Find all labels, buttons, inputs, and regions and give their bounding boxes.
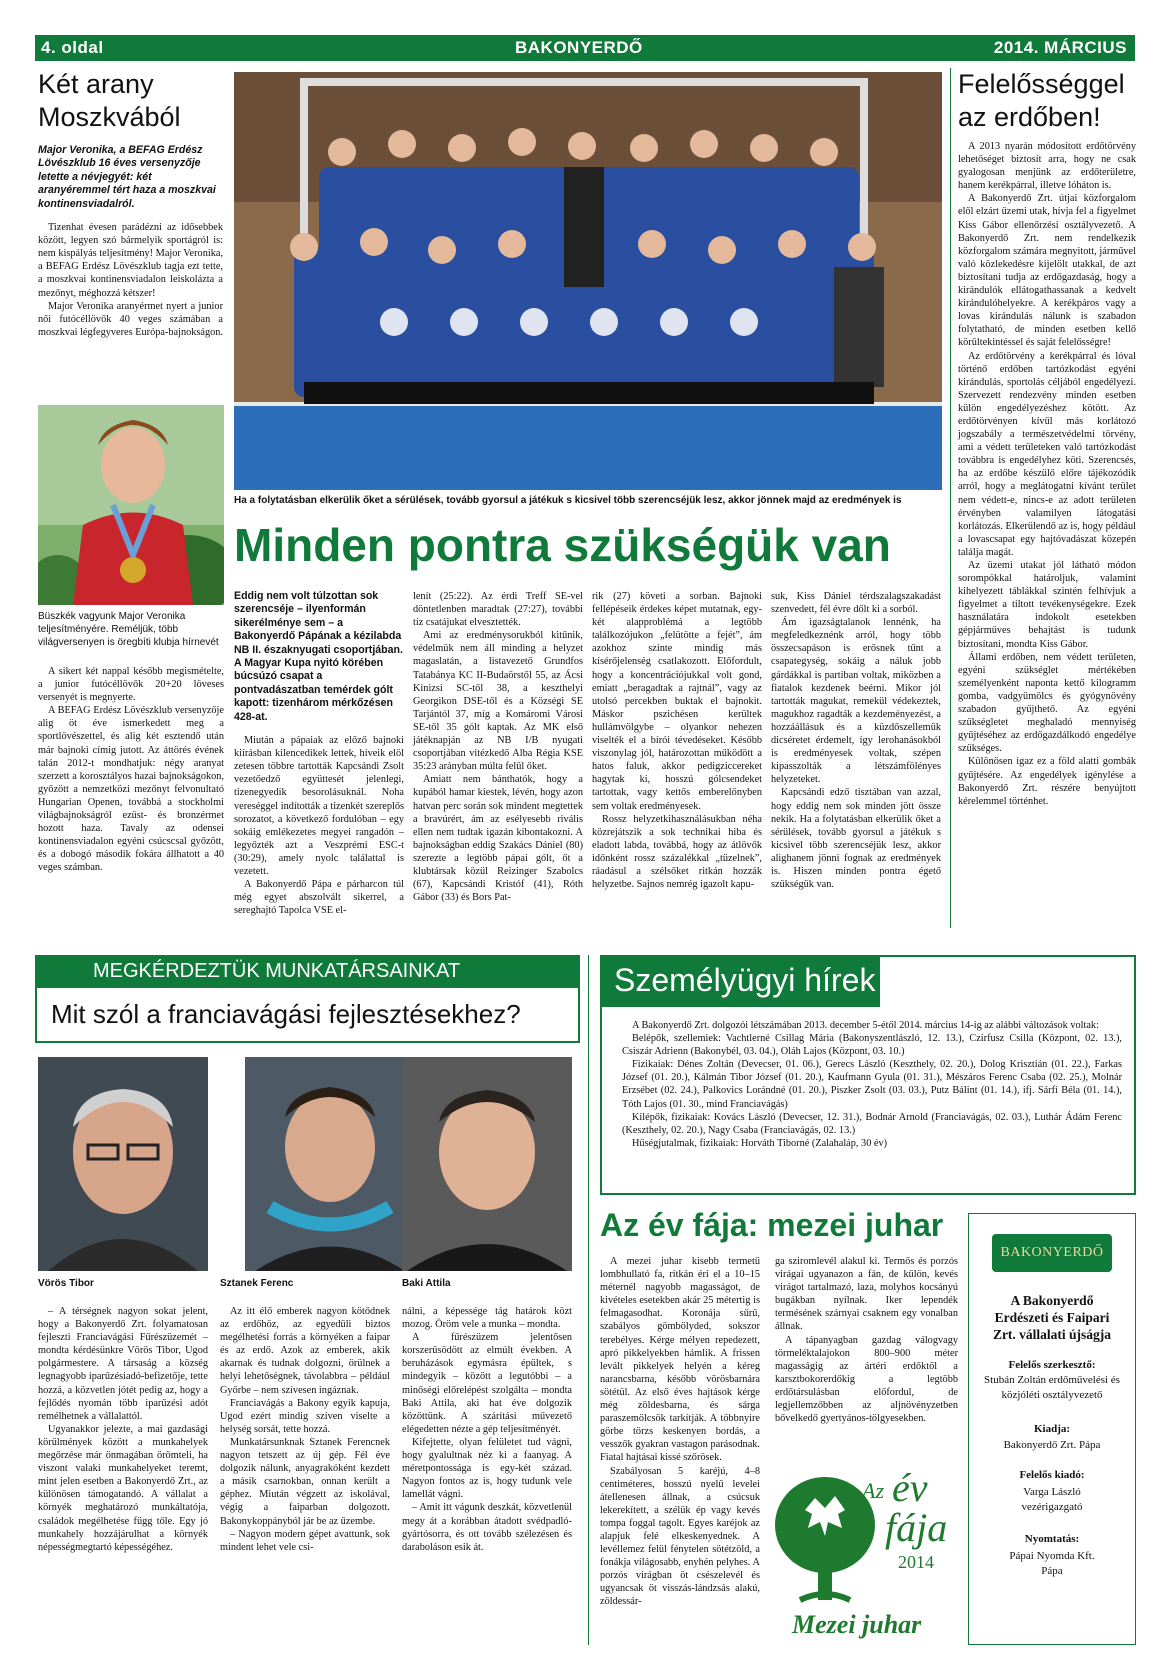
paragraph: A BEFAG Erdész Lövészklub versenyzője alig öt éve ismerkedett meg a sportlövészettel, és alig két esztendő után már bajnoki címig jutott. Az áttörés évének talán 2012-t mondhatjuk: négy aranyat szerzett a korosztályos hazai bajnokságokon, győzött a nemzetközi mezőnyt felvonultató Hungarian Openen, továbbá a stockholmi világbajnokságról ezüst- és bronzérmet hozott haza. Tavaly az odensei kontinensviadalon egyéni csúcscsal győzött, és a dobogó második fokára állhatott a 40 veges számban. [38,705,224,874]
imprint-title: A Bakonyerdő Erdészeti és Faipari Zrt. vállalati újságja [992,1293,1112,1342]
paragraph: Szabályosan 5 karéjú, 4–8 centiméteres, hosszú nyelű levelei átellenesen állnak, a csúcsuk lekerekített, a szélük ép vagy kevés tompa foggal tagolt. Egyes karéjok az alapjuk felé elkeskenyednek. A levéllemez felül fénytelen sötétzöld, a fonákja világosabb, enyhén pelyhes. A porzós virágban öt csészelevél és ugyancsak öt visszás-lándzsás alakú, zöldessár- [600,1465,760,1608]
print-label: Nyomtatás: [1024,1533,1080,1545]
team-photo-art [234,72,942,490]
interview-col3 [402,1305,572,1554]
main-headline: Minden pontra szükségük van [234,519,891,571]
staff-item: Hűségjutalmak, fizikaiak: Horváth Tiborné (Zalahaláp, 30 év) [632,1137,888,1149]
paragraph: A mezei juhar kisebb termetű lombhullató fa, ritkán éri el a 10–15 méternél nagyobb magasságot, de kivételes esetekben akár 25 métertig is felmagasodhat. Koronája sűrű, szabályos gömbölyded, sokszor terebélyes. Kérge mélyen repedezett, apró pikkelyekben hámlik. A frissen levált pikkelyek helyén a kéreg narancsbarna, később vörösbarnára sötétül. Az első éves hajtások kérge még zöldesbarna, és sárga paraszemölcsök tarkítják. A többnyire görbe törzs keskenyen bordás, a vesszők gyakran vastagon parásodnak. Fiatal hajtásai kissé szőrösek. [600,1256,760,1464]
imprint-box [968,1213,1136,1645]
paragraph: Az erdőtörvény a kerékpárral és lóval történő erdőben tartózkodást egyéni kirándulás, sportolás céljából engedélyezi. Szervezett rendezvény minden esetben külön engedélyezéshez kötött. Az erdőtörvényen kívül más korlátozó jogszabály a természetvédelmi törvény, ami a védett területeken való tartózkodást továbbra is engedélyhez köti. Szerencsés, ha az erdőbe készülő előre tájékozódik arról, hogy a meglátogatni kívánt terület nem védett-e, nincs-e az adott területen érvényben valamilyen látogatási korlátozás. Elkerülendő az is, hogy például a lovascsapat egy hajtóvadászat közepén találja magát. [958,350,1136,558]
interview-question: Mit szól a franciavágási fejlesztésekhez? [35,988,580,1043]
portrait-voros [38,1057,208,1271]
paragraph: suk, Kiss Dániel térdszalagszakadást szenvedett, fél évre dőlt ki a sorból. [771,591,941,616]
paragraph: Különösen igaz ez a föld alatti gombák gyűjtésére. Az engedélyek igénylése a Bakonyerdő Zrt. részére benyújtott kérelemmel történhet. [958,756,1136,807]
page-header-bar [35,35,1135,61]
paragraph: Amiatt nem bánthatók, hogy a kupából hamar kiestek, lévén, hogy azon hatvan perc során sok mindent megtettek a bravúrért, ám az esélyesebb rivális ellen nem tudtak igazán kibontakozni. A bajnokságban eddig Szakács Dániel (80) szerezte a legtöbb pápai gólt, őt a klubtársak közül Reizinger Szabolcs (67), Kapcsándi Kristóf (41), Róth Gábor (33) és Bors Pat- [413,774,583,904]
paragraph: Állami erdőben, nem védett területen, egyéni szükséglet mértékében személyenként naponta kettő kilogramm gomba, vadgyümölcs és gyógynövény szabadon gyűjthető. Az egyéni szükségletet meghaladó mennyiség gyűjtéséhez az erdőgazdálkodó engedélye szükséges. [958,651,1136,755]
right-article [958,68,1136,808]
logo-species-label: Mezei juhar [792,1610,922,1639]
portrait-name-3: Baki Attila [402,1278,451,1289]
portrait-sztanek [245,1057,415,1271]
paragraph: Ám igazságtalanok lennénk, ha megfeledkeznénk arról, hogy több összecsapáson is erősnek tűnt a csapategység, sokáig a náluk jobb gárdákkal is partiban voltak, miközben a fiatalok kezdenek beérni. Mikor jól tartották magukat, remekül védekeztek, magukhoz ragadták a kezdeményezést, a hozzáállásuk és a küzdőszellemük dicséretet érdemelt, így lerohanásokból is eredményesek voltak, szépen kipasszolták a létszámfölényes helyzeteket. [771,617,941,786]
column-rule [950,68,951,928]
paragraph: A fűrészüzem jelentősen korszerűsödött az elmúlt években. A beruházások egymásra épültek, s mindegyik – között a legutóbbi – a minőségi előrelépést szolgálta – mondta Baki Attila, aki hat éve dolgozik közöttünk. A szárítási művezető elégedetten nézte a gép teljesítményét. [402,1332,572,1435]
tree-headline: Az év fája: mezei juhar [600,1207,944,1243]
left-article-body1 [38,221,223,339]
staff-intro: A Bakonyerdő Zrt. dolgozói létszámában 2013. december 5-étől 2014. március 14-ig az alábbi változások voltak: [632,1020,1099,1031]
main-col3 [592,590,762,891]
paragraph: ga sziromlevél alakul ki. Termős és porzós virágai ugyanazon a fán, de külön, kevés virágot tartalmazó, laza, molyhos kocsányú bugákban nyílnak. Iker lependék termésének szárnyai csaknem egy vonalban állnak. [775,1256,958,1333]
editor-name: Stubán Zoltán erdőművelési és közjóléti osztályvezető [984,1374,1120,1401]
logo-faja: fája [885,1505,948,1550]
right-title-line1: Felelősséggel [958,69,1125,99]
printer: Pápai Nyomda Kft. Pápa [1009,1550,1095,1577]
paragraph: rik (27) követi a sorban. Bajnoki fellépéseik érdekes képet mutatnak, egy-két alapproblémá a legtöbb találkozójukon „felütötte a fejét”, ám azokhoz szinte mindig más kísérőjelenség csatlakozott. Előfordult, hogy a koncentrációjukkal volt gond, emiatt „beragadtak a rajtnál”, vagy az utolsó percekben buktak el bajnokit. Máskor pszichésen kerültek hullámvölgybe – olyankor nehezen viselték el a bírói tévedéseket. Később viszonylag jól, határozottan működött a hatos faluk, akkor pedigziccereket hagytak ki, hosszú gólcsendeket tartottak, vagy kettős emberelőnyben sem voltak eredményesek. [592,591,762,812]
resp-publisher: Varga László vezérigazgató [1021,1486,1083,1513]
paragraph: Az üzemi utakat jól látható módon sorompókkal határoljuk, valamint kihelyezett táblákkal szintén felhívjuk a figyelmet a tiltott tevékenységekre. Ezek használatára indokolt esetekben gépjárműves behajtást is tudunk biztosítani, mondta Kiss Gábor. [958,560,1136,650]
logo-year: 2014 [898,1552,934,1572]
paragraph: – Amit itt vágunk deszkát, közvetlenül megy át a korábban átadott svédpadló-gyártósorra, és ott tovább szélezésen és daraboláson esik át. [402,1502,572,1553]
staff-news-box [600,955,1136,1195]
interview-col1 [38,1305,208,1554]
issue-date: 2014. MÁRCIUS [993,38,1127,57]
paragraph: Tizenhat évesen parádézni az idősebbek között, legyen szó bármelyik sportágról is: nem kispályás teljesítmény! Major Veronika, a BEFAG Erdész Lövészklub tagja ezt tette, a moszkvai kontinensviadalon leiskolázta a mezőnyt, méghozzá kétszer! [38,222,223,299]
right-article-title [958,68,1136,134]
publisher-label: Kiadja: [1033,1423,1071,1435]
main-col4 [771,590,941,891]
paragraph: nálni, a képessége tág határok közt mozog. Öröm vele a munka – mondta. [402,1306,572,1331]
portrait-baki [402,1057,572,1271]
publisher: Bakonyerdő Zrt. Pápa [1003,1439,1101,1451]
left-article [38,68,223,339]
paragraph: – Nagyon modern gépet avattunk, sok mindent lehet vele csi- [220,1528,390,1553]
paragraph: – A térségnek nagyon sokat jelent, hogy a Bakonyerdő Zrt. folyamatosan fejleszti Franciavágási Fűrészüzemét – mondta kérdésünkre Vörös Tibor, Ugod polgármestere. A társaság a község legnagyobb iparűzésiadó-befizetője, tette hozzá, a közvetlen jótét pedig az, hogy a fejlődés nyomán több iparűzési adót remélhetnek a vállalattól. [38,1306,208,1422]
paragraph: Miután a pápaiak az előző bajnoki kiírásban kilencedikek lettek, híveik elöl zetesen többre tartották Kapcsándi Zsolt vezetőedző együttesét jelenlegi, tizenegyedik besorolásuknál. Noha vereséggel indították a tizenkét szereplős sorozatot, a következő fordulóban – egy sokáig emlékezetes megyei rangadón – legyőzték azt a Veszprémi ESC-t (30:29), amely nyolc találattal is vezetett. [234,735,404,877]
shooter-photo-art [38,405,224,605]
portrait-baki-art [402,1057,572,1271]
staff-item: Belépők, szellemiek: Vachtlerné Csillag Mária (Bakonyszentlászló, 12. 13.), Czirfusz Csilla (Központ, 02. 13.), Csiszár Adrienn (Bakonybél, 03. 04.), Oláh Lajos (Központ, 03. 10.) [622,1033,1122,1058]
staff-news-title: Személyügyi hírek [600,955,880,1007]
paragraph: Az itt élő emberek nagyon kötődnek az erdőhöz, az egyedüli biztos megélhetési forrás a környéken a faipar és az erdő. Azok az emberek, akik akarnak és tudnak dolgozni, örülnek a helyi lehetőségnek, távolabbra – például Győrbe – nem szívesen ingáznak. [220,1306,390,1396]
left-title-line2: Moszkvából [38,102,181,132]
tree-col1 [600,1255,760,1609]
main-col2 [413,590,583,904]
logo-ev: év [892,1465,928,1510]
paragraph: Kapcsándi edző tisztában van azzal, hogy eddig nem sok minden jött össze nekik. Ha a folytatásban elkerülik őket a sérülések, tovább gyorsul a játékuk s kicsivel több szerencséjük lesz, akkor alighanem jönni fognak az eredmények is. Hiszen minden pontra égető szükségük van. [771,787,941,891]
logo-az: Az [862,1478,884,1503]
column-rule [588,955,589,1645]
paragraph: Munkatársunknak Sztanek Ferencnek nagyon tetszett az új gép. Fél éve dolgozik nálunk, anyagrakóként kezdett a másik csarnokban, onnan került a géphez. Miután végzett az iskolával, végig a faiparban dolgozott. Bakonykoppányból jár be az üzembe. [220,1436,390,1527]
brand-logo: BAKONYERDŐ [992,1234,1112,1272]
left-article-title [38,68,223,134]
left-article-lead: Major Veronika, a BEFAG Erdész Lövészklub 16 éves versenyzője letette a névjegyét: két aranyéremmel tért haza a moszkvai kontinensviadalról. [38,144,216,210]
tree-col2 [775,1255,958,1425]
tree-of-year-logo [770,1465,965,1645]
paragraph: Major Veronika aranyérmet nyert a junior női futócéllövők 40 veges számában a moszkvai légfegyveres Európa-bajnokságon. [38,300,223,338]
paragraph: Ami az eredménysorukból kitűnik, védelmük nem áll minding a helyzet magaslatán, a listavezető Grundfos Tatabánya KC II-Budaörstől 55, az Ácsi Kinizsi SC-től 38, a keszthelyi Georgikon DSE-től és a Községi SE Tarjántól 37, míg a Komáromi Városi SE-től 35 gólt kaptak. Az MK első játéknapján az NB I/B nyugati csoportjában vitézkedő Alba Régia KSE 35:23 arányban múlta felül őket. [413,630,583,773]
paragraph: Franciavágás a Bakony egyik kapuja, Ugod ezért mindig szíven viselte a helység sorsát, tette hozzá. [220,1397,390,1435]
interview-header [35,955,580,1045]
staff-item: Kilépők, fizikaiak: Kovács László (Devecser, 12. 31.), Bodnár Arnold (Franciavágás, 02. 03.), Luthár Ádám Ferenc (Keszthely, 02. 20.), Nagy Csaba (Franciavágás, 02. 13.) [622,1111,1122,1136]
masthead: BAKONYERDŐ [515,38,643,57]
portrait-sztanek-art [245,1057,415,1271]
resp-publisher-label: Felelős kiadó: [1019,1469,1085,1481]
main-col1 [234,590,404,917]
team-photo-caption: Ha a folytatásban elkerülik őket a sérülések, tovább gyorsul a játékuk s kicsivel több szerencséjük lesz, akkor jönnek majd az eredmények is [234,495,902,506]
left-article-body2 [38,665,224,875]
staff-news-body [622,1019,1122,1150]
paragraph: A Bakonyerdő Zrt. útjai közforgalom elől elzárt üzemi utak, hívja fel a figyelmet Kiss Gábor ellenőrzési osztályvezető. A Bakonyerdő Zrt. nem rendelkezik közforgalom számára megnyitott, járművel való közlekedésre kijelölt utakkal, de azt biztosítani tudja az erdőgazdaság, hogy a kirándulók ellátogathassanak a kedvelt kirándulóhelyekre. A kerékpáros vagy a lovas kirándulás nálunk is szabadon folytatható, de minden esetben kellő körültekintéssel és saját felelősségre! [958,193,1136,349]
staff-item: Fizikaiak: Dénes Zoltán (Devecser, 01. 06.), Gerecs László (Keszthely, 02. 20.), Dolog Krisztián (01. 22.), Farkas József (01. 20.), Kálmán Tibor József (01. 20.), Kaufmann Gyula (01. 31.), Mészáros Ferenc Csaba (02. 25.), Molnár Erzsébet (02. 24.), Palkovics Lorándné (01. 20.), Piszker Zsolt (03. 03.), Putz Bálint (01. 14.), ifj. Sárfi Béla (01. 14.), Tóth Lajos (01. 30., mind Franciavágás) [622,1059,1122,1110]
paragraph: A sikert két nappal később megismételte, a junior futócéllövők 20+20 löveses versenyét is megnyerte. [38,666,224,704]
paragraph: A Bakonyerdő Pápa e párharcon túl még egyet abszolvált sikerrel, a sereghajtó Tapolca VSE el- [234,879,404,917]
team-photo [234,72,942,490]
shooter-photo [38,405,224,605]
portrait-name-1: Vörös Tibor [38,1278,94,1289]
editor-label: Felelős szerkesztő: [1008,1359,1096,1371]
paragraph: A tápanyagban gazdag válogvagy törmeléktalajokon 800–900 méter magasságig az ártéri erdőktől a karsztbokorerdőkig a legtöbb erdőtársulásban előfordul, de legjellemzőbben az aljnövényzetben bővelkedő gyertyános-tölgyesekben. [775,1334,958,1425]
right-title-line2: az erdőben! [958,102,1101,132]
paragraph: Ugyanakkor jelezte, a mai gazdasági körülmények között a munkahelyek megőrzése már önmagában örömteli, ha viszont valaki munkahelyeket teremt, mint jelen esetben a Bakonyerdő Zrt., az különösen támogatandó. A vállalat a környék meghatározó munkáltatója, családok megélhetése függ tőle. Egy jó munkahely hozzájárulhat a környék népességmegtartó képességéhez. [38,1423,208,1553]
paragraph: lenít (25:22). Az érdi Treff SE-vel döntetlenben maradtak (27:27), további tíz csatájukat elvesztették. [413,591,583,629]
paragraph: Rossz helyzetkihasználásukban néha közrejátszik a sok technikai hiba és eladott labda, továbbá, hogy az átlövők időnként rossz százalékkal „tüzelnek”, ráadásul a szélsőket ritkán hozzák helyzetbe. Sajnos nemrég igazolt kapu- [592,813,762,891]
main-article-lead: Eddig nem volt túlzottan sok szerencséje – ilyenformán sikerélménye sem – a Bakonyerdő Pápának a kézilabda NB II. északnyugati csoportjában. A Magyar Kupa nyitó körében búcsúzó csapat a pontvadászatban temérdek gólt kapott: tizenhárom mérkőzésen 428-at. [234,590,403,723]
right-article-body [958,140,1136,808]
portrait-name-2: Sztanek Ferenc [220,1278,294,1289]
main-col1-body [234,734,404,917]
interview-col2 [220,1305,390,1554]
left-title-line1: Két arany [38,69,154,99]
interview-section-label: MEGKÉRDEZTÜK MUNKATÁRSAINKAT [35,955,580,988]
paragraph: A 2013 nyarán módosított erdőtörvény lehetőséget biztosít arra, hogy ne csak gyalogosan menjünk az erdőterületre, hanem kerékpárral, illetve lóháton is. [958,141,1136,192]
portrait-voros-art [38,1057,208,1271]
paragraph: Kifejtette, olyan felületet tud vágni, hogy gyalultnak néz ki a faanyag. A méretpontossága is egy-két század. Nagyon fontos az is, hogy tudunk vele lamellát vágni. [402,1436,572,1501]
shooter-photo-caption: Büszkék vagyunk Major Veronika teljesítményére. Reméljük, több világversenyen is öregbíti klubja hírnevét [38,611,219,648]
page-number: 4. oldal [41,38,104,57]
